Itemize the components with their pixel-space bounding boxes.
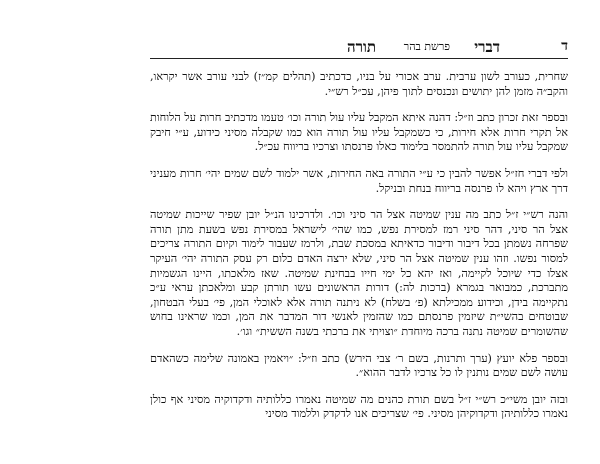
paragraph: ובספר זאת זכרון כתב וז״ל: דהנה איתא המקבל עליו עול תורה וכו׳ טעמו מדכתיב חרות על הלוחות אל תקרי חרות אלא חירות, כי כשמקבל עליו עול תורה הוא כמו שקבלה מסיני כידוע, ע״י חיבק שמקבל עליו עול תורה להתמסר בלימוד כאלו פרנסתו וצרכיו בריווח עכ״ל. [150, 111, 568, 154]
page-number: ד [561, 38, 568, 54]
parsha-label: פרשת בהר [403, 40, 450, 53]
body-text [150, 70, 568, 464]
paragraph: ולפי דברי חז״ל אפשר להבין כי ע״י התורה באה החירות, אשר ילמוד לשם שמים יהי׳ חרות מעניני דרך ארץ ויהא לו פרנסה בריווח בנחת ובניקל. [150, 166, 568, 195]
book-title: דברי [474, 38, 500, 56]
paragraph: והנה רש״י ז״ל כתב מה ענין שמיטה אצל הר סיני וכו׳. ולדרכינו הנ״ל יובן שפיר שייכות שמיטה אצל הר סיני, דהר סיני רמז למסירת נפש, כמו שהי׳ לישראל במסירת נפש בשעת מתן תורה שפרחה נשמתן בכל דיבור ודיבור כדאיתא במסכת שבת, ולרמז שעבור לימוד וקיום התורה צריכים למסור נפשו. וזהו ענין שמיטה אצל הר סיני, שלא ירצה האדם כלום רק עסק התורה יהי׳ העיקר אצלו כדי שיוכל לקיימה, ואז יהא כל ימי חייו בבחינת שמיטה. שאז מלאכתו, היינו הגשמיות מתברכת, כמבואר בגמרא (ברכות לה:) דורות הראשונים עשו תורתן קבע ומלאכתן עראי ע״כ נתקיימה בידן, וכידוע ממכילתא (פ׳ בשלח) לא ניתנה תורה אלא לאוכלי המן, פי׳ בעלי הבטחון, שבוטחים בהשי״ת שיזמין פרנסתם כמו שהזמין לאנשי דור המדבר את המן, וכמו שראינו בחוש שהשומרים שמיטה נתנה ברכה מיוחדת ״וצויתי את ברכתי בשנה הששית״ וגו׳. [150, 208, 568, 338]
book-subtitle: תורה [347, 38, 376, 56]
paragraph: ובזה יובן משי״כ רש״י ז״ל בשם תורת כהנים מה שמיטה נאמרו כללותיה ודקדוקיה מסיני אף כולן נאמרו כללותיהן ודקדוקיהן מסיני. פי׳ שצריכים אנו לדקדק וללמוד מסיני [150, 392, 568, 421]
paragraph: ובספר פלא יועץ (ערך ותרנות, בשם ר׳ צבי הירש) כתב וז״ל: ״ויאמין באמונה שלימה כשהאדם עושה לשם שמים נותנין לו כל צרכיו לדבר ההוא״. [150, 351, 568, 380]
paragraph: שחרית, כעורב לשון ערבית. ערב אכורי על בניו, כדכתיב (תהלים קמ״ז) לבני עורב אשר יקראו, והקב״ה מזמן להן יתושים ונכנסים לתוך פיהן, עכ״ל רש״י. [150, 70, 568, 98]
header-divider [150, 58, 568, 59]
